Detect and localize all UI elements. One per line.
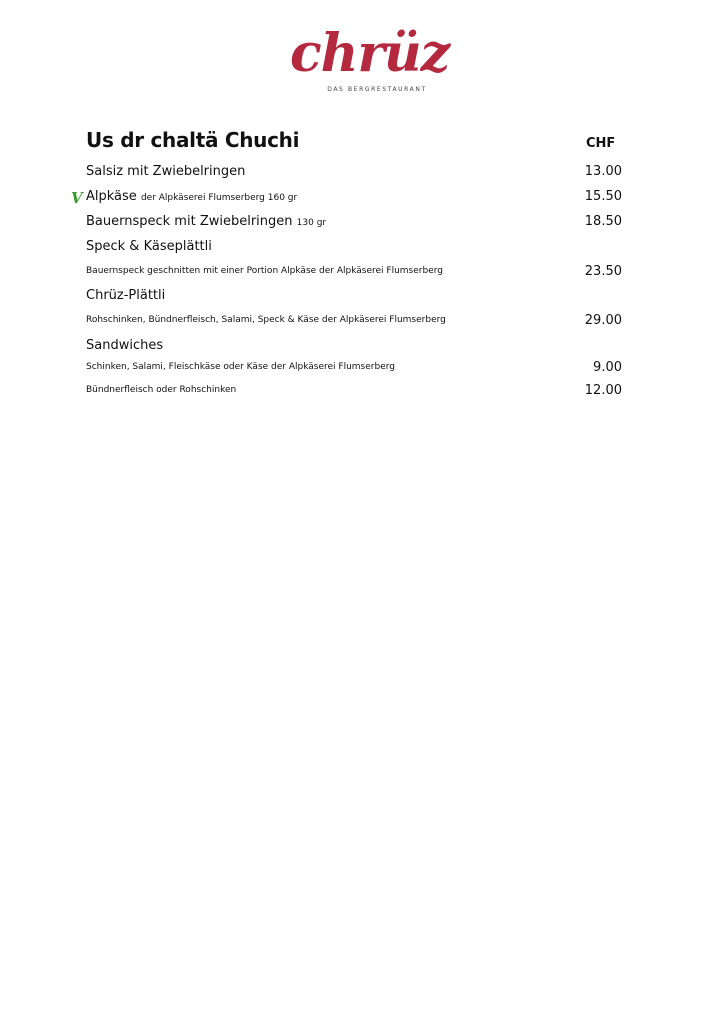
item-price: 12.00	[584, 383, 622, 398]
item-name	[86, 214, 326, 229]
item-name: Chrüz-Plättli	[86, 288, 166, 303]
item-price: 18.50	[584, 214, 622, 229]
brand-logo	[290, 23, 450, 102]
item-description: Bündnerfleisch oder Rohschinken	[86, 385, 237, 395]
logo-wordmark: chrüz	[290, 23, 450, 84]
item-price: 23.50	[584, 264, 622, 279]
menu-item	[86, 164, 622, 184]
section-title: Us dr chaltä Chuchi	[86, 128, 300, 152]
menu-item-group-title	[86, 288, 622, 308]
item-price: 29.00	[584, 313, 622, 328]
item-detail: der Alpkäserei Flumserberg 160 gr	[140, 193, 298, 203]
item-description: Schinken, Salami, Fleischkäse oder Käse der Alpkäserei Flumserberg	[86, 362, 395, 372]
menu-item	[86, 360, 622, 380]
item-title: Alpkäse	[86, 189, 137, 204]
item-name: Salsiz mit Zwiebelringen	[86, 164, 246, 179]
menu-item-group-title	[86, 338, 622, 358]
item-detail: 130 gr	[296, 218, 327, 228]
item-price: 13.00	[584, 164, 622, 179]
item-name: Sandwiches	[86, 338, 164, 353]
item-description: Bauernspeck geschnitten mit einer Portion Alpkäse der Alpkäserei Flumserberg	[86, 266, 443, 276]
item-title: Bauernspeck mit Zwiebelringen	[86, 214, 293, 229]
vegetarian-v-icon: V	[71, 189, 83, 207]
item-price: 9.00	[593, 360, 622, 375]
currency-header: CHF	[586, 136, 616, 151]
menu-item	[86, 313, 622, 333]
item-name: Speck & Käseplättli	[86, 239, 212, 254]
item-price: 15.50	[584, 189, 622, 204]
item-name	[86, 189, 297, 204]
logo-tagline: DAS BERGRESTAURANT	[327, 86, 427, 93]
menu-item-group-title	[86, 239, 622, 259]
item-description: Rohschinken, Bündnerfleisch, Salami, Speck & Käse der Alpkäserei Flumserberg	[86, 315, 446, 325]
menu-item	[86, 214, 622, 234]
menu-item	[86, 383, 622, 403]
menu-item	[86, 189, 622, 209]
menu-item	[86, 264, 622, 284]
